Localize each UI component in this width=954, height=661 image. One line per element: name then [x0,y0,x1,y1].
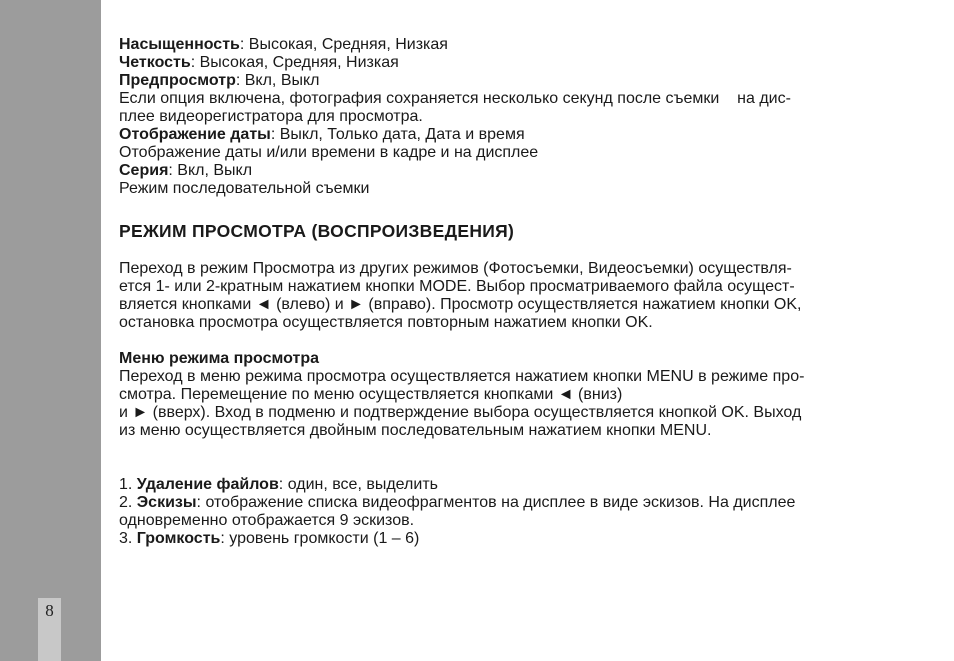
setting-value: : Высокая, Средняя, Низкая [190,54,399,71]
setting-series [119,162,919,180]
setting-label: Насыщенность [119,36,240,53]
setting-value: : Выкл, Только дата, Дата и время [270,126,525,143]
menu-paragraph-line: из меню осуществляется двойным последовательным нажатием кнопки MENU. [119,422,712,439]
menu-item-label: Эскизы [136,494,197,511]
setting-label: Серия [119,162,169,179]
playback-paragraph-line: Переход в режим Просмотра из других режимов (Фотосъемки, Видеосъемки) осуществля- [119,260,792,277]
menu-item-delete [119,476,919,494]
date-description: Отображение даты и/или времени в кадре и на дисплее [119,144,539,161]
document-body [119,36,919,548]
menu-paragraph-line: Переход в меню режима просмотра осуществляется нажатием кнопки MENU в режиме про- [119,368,805,385]
menu-item-label: Громкость [136,530,221,547]
menu-item-number: 3. [119,530,137,547]
setting-date-display [119,126,919,144]
menu-paragraph-line: и ► (вверх). Вход в подменю и подтверждение выбора осуществляется кнопкой OK. Выход [119,404,802,421]
setting-sharpness [119,54,919,72]
menu-item-label: Удаление файлов [136,476,279,493]
setting-value: : Высокая, Средняя, Низкая [239,36,448,53]
menu-item-value: : уровень громкости (1 – 6) [220,530,420,547]
menu-paragraph-line: смотра. Перемещение по меню осуществляется кнопками ◄ (вниз) [119,386,623,403]
setting-label: Четкость [119,54,191,71]
setting-value: : Вкл, Выкл [168,162,253,179]
menu-item-thumbnails [119,494,919,512]
menu-item-volume [119,530,919,548]
playback-paragraph-line: ется 1- или 2-кратным нажатием кнопки MODE. Выбор просматриваемого файла осущест- [119,278,795,295]
menu-item-number: 1. [119,476,137,493]
preview-description-line: Если опция включена, фотография сохраняется несколько секунд после съемки на дис- [119,90,791,107]
setting-label: Отображение даты [119,126,271,143]
page-number-tab [38,598,61,661]
playback-paragraph-line: вляется кнопками ◄ (влево) и ► (вправо). Просмотр осуществляется нажатием кнопки OK, [119,296,802,313]
series-description: Режим последовательной съемки [119,180,370,197]
setting-label: Предпросмотр [119,72,236,89]
setting-saturation [119,36,919,54]
page-number: 8 [45,601,54,620]
menu-item-value: : один, все, выделить [278,476,438,493]
section-title: РЕЖИМ ПРОСМОТРА (ВОСПРОИЗВЕДЕНИЯ) [119,221,515,241]
page-sidebar [0,0,101,661]
preview-description-line: плее видеорегистратора для просмотра. [119,108,423,125]
setting-preview [119,72,919,90]
menu-item-number: 2. [119,494,137,511]
thumbnails-continuation: одновременно отображается 9 эскизов. [119,512,415,529]
playback-paragraph-line: остановка просмотра осуществляется повторным нажатием кнопки OK. [119,314,653,331]
setting-value: : Вкл, Выкл [235,72,320,89]
menu-heading: Меню режима просмотра [119,350,320,367]
menu-item-value: : отображение списка видеофрагментов на дисплее в виде эскизов. На дисплее [196,494,796,511]
